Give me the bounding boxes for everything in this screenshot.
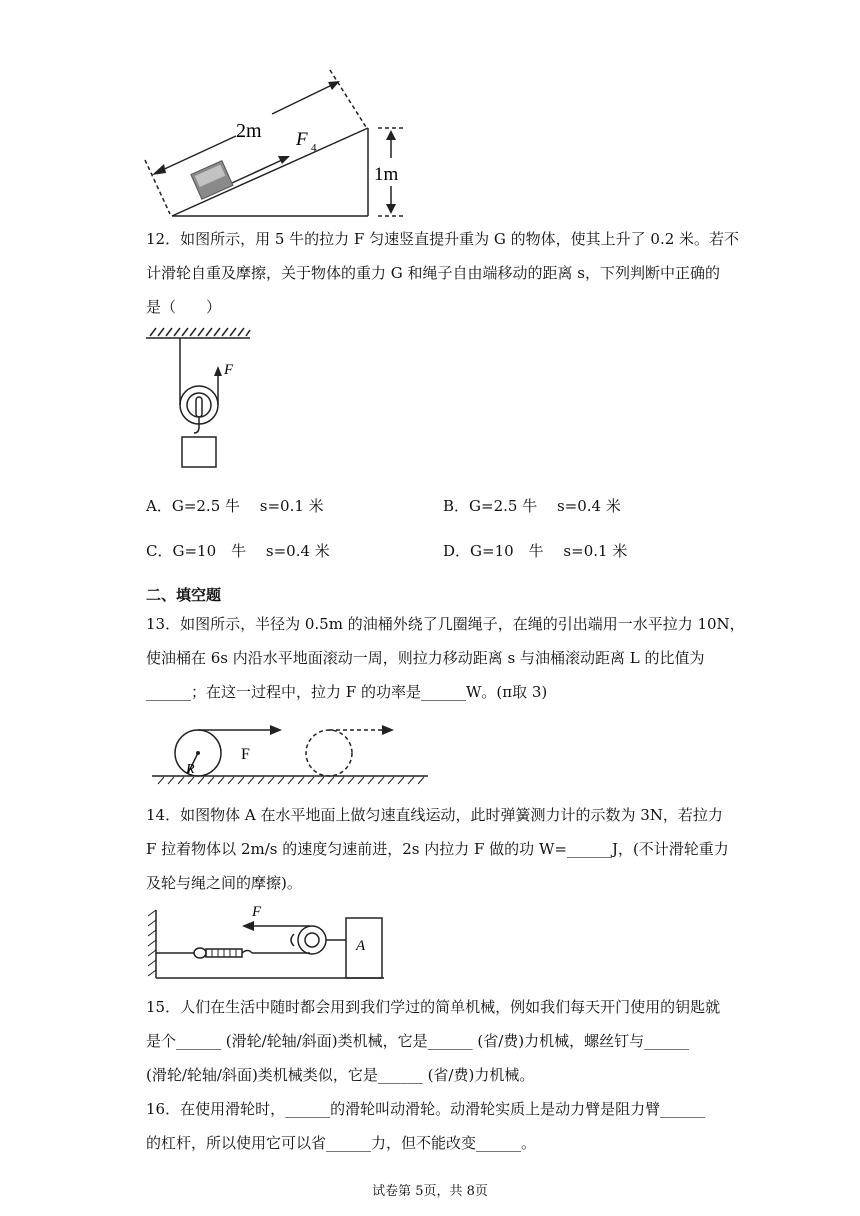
pulley-figure [140,325,260,480]
option-d[interactable]: D．G=10 牛 s=0.1 米 [443,542,628,560]
question-16-line-2: 的杠杆，所以使用它可以省______力，但不能改变______。 [146,1134,537,1152]
question-14 [146,798,729,900]
incline-height-label: 1m [374,164,399,185]
weight-block [182,437,216,467]
question-16-line-1: 16．在使用滑轮时，______的滑轮叫动滑轮。动滑轮实质上是动力臂是阻力臂______ [146,1100,706,1118]
spring-force-label: F [252,904,262,920]
question-13-line-3: ______；在这一过程中，拉力 F 的功率是______W。(π取 3) [146,683,548,701]
drum-moved [306,730,352,776]
question-13-line-2: 使油桶在 6s 内沿水平地面滚动一周，则拉力移动距离 s 与油桶滚动距离 L 的比值为 [146,649,705,667]
question-15-line-2: 是个______ (滑轮/轮轴/斜面)类机械，它是______ (省/费)力机械，螺丝钉与______ [146,1032,690,1050]
movable-pulley [298,926,326,954]
section-title: 二、填空题 [146,586,222,604]
question-12-line-3: 是（ ） [146,298,222,316]
question-14-line-2: F 拉着物体以 2m/s 的速度匀速前进，2s 内拉力 F 做的功 W=______J，(不计滑轮重力 [146,840,729,858]
drum-figure [145,720,435,790]
question-15 [146,990,726,1092]
question-12-line-1: 12．如图所示，用 5 牛的拉力 F 匀速竖直提升重为 G 的物体，使其上升了 0.2 米。若不 [146,230,740,248]
question-16 [146,1092,726,1160]
question-12 [146,222,740,324]
option-c[interactable]: C．G=10 牛 s=0.4 米 [146,542,330,560]
incline-force-subscript: 4 [311,142,317,154]
question-12-line-2: 计滑轮自重及摩擦，关于物体的重力 G 和绳子自由端移动的距离 s，下列判断中正确的 [146,264,720,282]
incline-figure [140,60,430,225]
question-13 [146,607,745,709]
pulley-force-label: F [224,362,234,378]
spring-pulley-figure [145,898,390,988]
drum-force-label: F [241,746,250,763]
block-label: A [356,938,366,954]
incline-force-label: F [296,129,308,150]
question-15-line-3: (滑轮/轮轴/斜面)类机械类似，它是______ (省/费)力机械。 [146,1066,535,1084]
page-footer: 试卷第 5页，共 8页 [372,1184,488,1199]
option-a[interactable]: A．G=2.5 牛 s=0.1 米 [146,497,324,515]
question-13-line-1: 13．如图所示，半径为 0.5m 的油桶外绕了几圈绳子，在绳的引出端用一水平拉力 10N， [146,615,745,633]
question-14-line-1: 14．如图物体 A 在水平地面上做匀速直线运动，此时弹簧测力计的示数为 3N，若拉力 [146,806,723,824]
incline-block [191,161,233,199]
question-15-line-1: 15．人们在生活中随时都会用到我们学过的简单机械，例如我们每天开门使用的钥匙就 [146,998,721,1016]
incline-length-label: 2m [236,120,262,142]
option-b[interactable]: B．G=2.5 牛 s=0.4 米 [443,497,621,515]
drum-radius-label: R [186,762,195,777]
question-14-line-3: 及轮与绳之间的摩擦)。 [146,874,302,892]
